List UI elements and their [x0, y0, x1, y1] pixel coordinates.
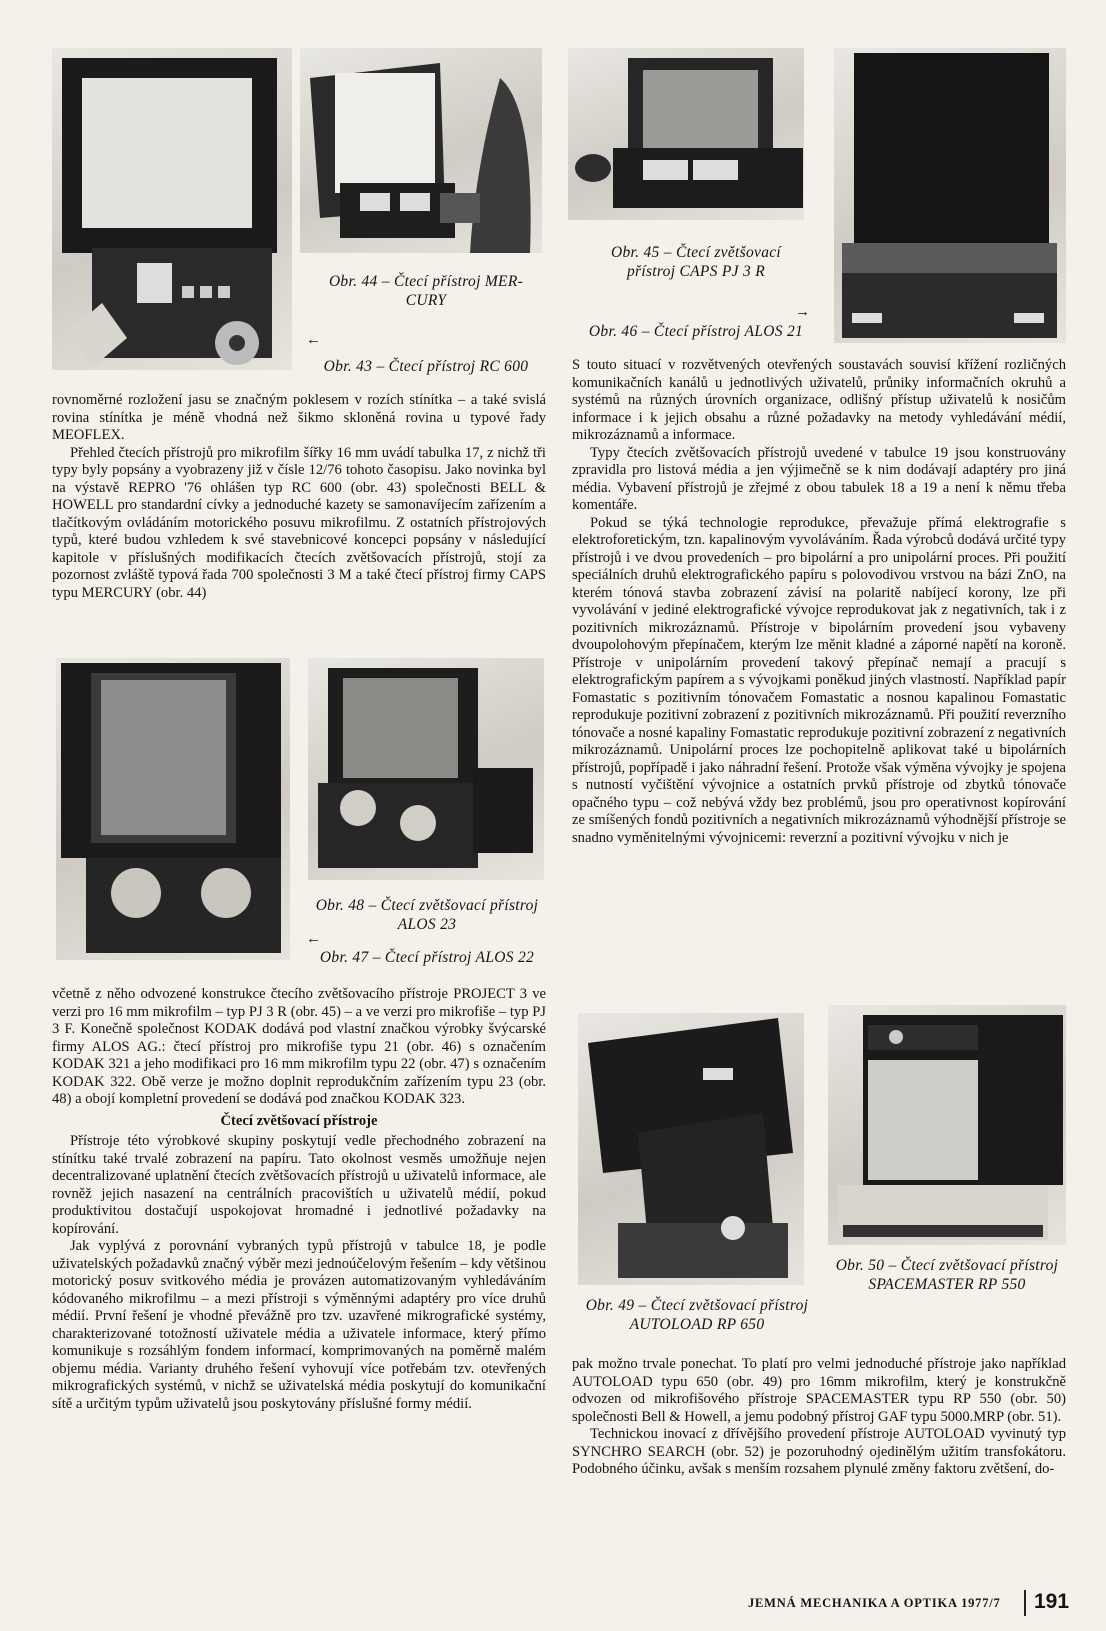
figure-48-photo — [308, 658, 544, 880]
figure-49-photo — [578, 1013, 804, 1285]
figure-44-caption — [300, 272, 552, 310]
figure-45-photo — [568, 48, 804, 220]
paragraph: Pokud se týká technologie reprodukce, převažuje přímá elektrografie s elektroforetickým, tzn. kapalinovým vyvoláváním. Řada výrobců dodává určité typy přístrojů i ve dvou provedeních – pro bipolární a pro unipolární proces. Při použití speciálních druhů elektrografického papíru s polovodivou vrstvou na bázi ZnO, na kterém tónová stavba zobrazení závisí na polaritě nabíjecí korony, lze při vyvolávání v jediné elektrografické vývojce reprodukovat jak z negativních, tak i z pozitivních mikrozáznamů. Přístroje v bipolárním provedení jsou vybaveny dvoupolohovým přepínačem, kterým lze měnit kladné a záporné napětí na koroně. Přístroje v unipolárním provedení takový přepínač nemají a pracují s elektrografickým papírem a s vývojkami poněkud jiných vlastností. Například papír Fomastatic s pozitivním tónovačem Fomastatic a nosnou kapalinou Fomastatic reprodukuje pozitivní zobrazení z pozitivních mikrozáznamů. Při použití reverzního tónovače a nosné kapaliny Fomastatic reprodukuje pozitivní zobrazení z negativních mikrozáznamů. Unipolární proces lze pochopitelně aplikovat také u bipolárních přístrojů, popřípadě i jako náhradní řešení. Protože však výměna vývojky je spojena s nutností vyčištění vývojnice a ostatních prvků přístroje od zbytků tónovače opačného typu – což nebývá vždy bez problémů, jsou pro operativnost kopírování ze smíšených fondů pozitivních a negativních mikrozáznamů výhodnější přístroje se snadno vyměnitelnými vývojnicemi: reverzní a pozitivní vývojku v nich je — [572, 514, 1067, 846]
caption-line: Obr. 44 – Čtecí přístroj MER- — [328, 273, 524, 290]
figure-46-caption: Obr. 46 – Čtecí přístroj ALOS 21 — [588, 323, 804, 340]
arrow-left-icon: ← — [306, 931, 321, 947]
paragraph: Přístroje této výrobkové skupiny poskytují vedle přechodného zobrazení na stínítku také trvalé zobrazení na papíru. Tato okolnost vesměs umožňuje nejen decentralizované uplatnění čtecích zvětšovacích přístrojů u uživatelů informace, ale rovněž jejich nasazení na centrálních pracovištích u uživatelů médií, pokud produktivitou dostačují uspokojovat hromadné i jednotlivé požadavky na kopírování. — [52, 1133, 546, 1237]
caption-line: ALOS 23 — [397, 916, 457, 933]
caption-line: přístroj CAPS PJ 3 R — [626, 263, 766, 280]
caption-line: CURY — [405, 292, 447, 309]
figure-45-caption — [568, 243, 824, 281]
figure-48-caption — [300, 896, 554, 934]
figure-47-photo — [56, 658, 290, 960]
paragraph: Přehled čtecích přístrojů pro mikrofilm šířky 16 mm uvádí tabulka 17, z nichž tři typy byly popsány a vyobrazeny již v čísle 12/76 tohoto časopisu. Jako novinka byl na výstavě REPRO '76 ohlášen typ RC 600 (obr. 43) společnosti BELL & HOWELL pro standardní cívky a jednoduché kazety se samonavíjecím zařízením a tlačítkovým ovládáním motorického posuvu mikrofilmu. Z ostatních přístrojových typů, které budou vzhledem k své stavebnicové koncepci popsány v následující kapitole v příslušných modifikacích čtecích zvětšovacích přístrojů, stojí za pozornost zvláště typová řada 700 společnosti 3 M a také čtecí přístroj firmy CAPS typu MERCURY (obr. 44) — [52, 444, 546, 601]
left-column-top — [52, 392, 546, 602]
right-column-bottom — [572, 1356, 1066, 1479]
figure-43-caption: Obr. 43 – Čtecí přístroj RC 600 — [323, 358, 529, 375]
caption-line: Obr. 45 – Čtecí zvětšovací — [610, 244, 782, 261]
paragraph: rovnoměrné rozložení jasu se značným poklesem v rozích stínítka – a také svislá rovina stínítka je méně vhodná než šikmo skloněná rovina u typové řady MEOFLEX. — [52, 392, 546, 443]
caption-line: AUTOLOAD RP 650 — [629, 1316, 765, 1333]
journal-footer: JEMNÁ MECHANIKA A OPTIKA 1977/7 — [748, 1596, 1001, 1610]
figure-49-caption — [568, 1296, 826, 1334]
arrow-right-icon: → — [795, 304, 810, 320]
caption-line: Obr. 48 – Čtecí zvětšovací přístroj — [315, 897, 539, 914]
page-number: 191 — [1034, 1590, 1070, 1613]
left-column-bottom — [52, 986, 546, 1413]
caption-line: Obr. 49 – Čtecí zvětšovací přístroj — [585, 1297, 809, 1314]
right-column-top — [572, 357, 1066, 847]
footer-divider — [1024, 1590, 1026, 1616]
paragraph: Typy čtecích zvětšovacích přístrojů uvedené v tabulce 19 jsou konstruovány zpravidla pro listová média a jen výjimečně se k nim dodávají adaptéry pro jiná média. Vybavení přístrojů je zřejmé z obou tabulek 18 a 19 a není k němu třeba komentáře. — [572, 444, 1066, 513]
figure-44-photo — [300, 48, 542, 253]
paragraph: pak možno trvale ponechat. To platí pro velmi jednoduché přístroje jako například AUTOLOAD typu 650 (obr. 49) pro 16mm mikrofilm, který je konstrukčně odvozen od mikrofišového přístroje SPACEMASTER typu RP 550 (obr. 50) společnosti Bell & Howell, a jemu podobný přístroj GAF typu 5000.MRP (obr. 51). — [572, 1356, 1066, 1425]
paragraph: včetně z něho odvozené konstrukce čtecího zvětšovacího přístroje PROJECT 3 ve verzi pro 16 mm mikrofilm – typ PJ 3 R (obr. 45) – a ve verzi pro mikrofiše – typ PJ 3 F. Konečně společnost KODAK dodává pod vlastní značkou výrobky švýcarské firmy ALOS AG.: čtecí přístroj pro mikrofiše typu 21 (obr. 46) s označením KODAK 321 a jeho modifikaci pro 16 mm mikrofilm typu 22 (obr. 47) s označením KODAK 322. Obě verze je možno doplnit reprodukčním zařízením typu 23 (obr. 48) a obojí kompletní provedení se dodává pod značkou KODAK 323. — [52, 986, 546, 1107]
figure-47-caption: Obr. 47 – Čtecí přístroj ALOS 22 — [319, 949, 535, 966]
figure-43-photo — [52, 48, 292, 370]
figure-50-caption — [818, 1256, 1076, 1294]
paragraph: Jak vyplývá z porovnání vybraných typů přístrojů v tabulce 18, je podle uživatelských požadavků značný výběr mezi jednoúčelovým řešením – kdy většinou motorický posuv svitkového média je provázen automatizovaným vyhledáváním kódovaného mikrofilmu – a mezi přístroji s výměnnými adaptéry pro více druhů médií. První řešení je vhodné převážně pro tzv. uzavřené mikrografické systémy, charakterizované totožností uživatele média a uživatele informace, který přímo komunikuje s rozsáhlým fondem informací, komprimovaných na poměrně malém objemu média. Varianty druhého řešení vyhovují více potřebám tzv. otevřených mikrografických systémů, v nichž se uživatelská média poskytují do komunikační sítě a určitým typům uživatelů jsou poskytovány příslušné formy médií. — [52, 1238, 547, 1412]
arrow-left-icon: ← — [306, 332, 321, 348]
section-heading: Čtecí zvětšovací přístroje — [220, 1112, 378, 1129]
figure-50-photo — [828, 1005, 1066, 1245]
paragraph: Technickou inovací z dřívějšího provedení přístroje AUTOLOAD vyvinutý typ SYNCHRO SEARCH (obr. 52) je pozoruhodný ojedinělým užitím transfokátoru. Podobného účinku, avšak s menším rozsahem plynulé změny faktoru zvětšení, do- — [572, 1426, 1066, 1477]
paragraph: S touto situací v rozvětvených otevřených soustavách souvisí křížení rozličných komunikačních kanálů u jednotlivých uživatelů, průniky informačních okruhů a systémů na různých úrovních organizace, odlišný přístup uživatelů k nosičům informace i k jejich obsahu a různé požadavky na metody vyhledávání médií, mikrozáznamů a informace. — [572, 357, 1066, 443]
caption-line: Obr. 50 – Čtecí zvětšovací přístroj — [835, 1257, 1059, 1274]
caption-line: SPACEMASTER RP 550 — [868, 1276, 1026, 1293]
figure-46-photo — [834, 48, 1066, 343]
